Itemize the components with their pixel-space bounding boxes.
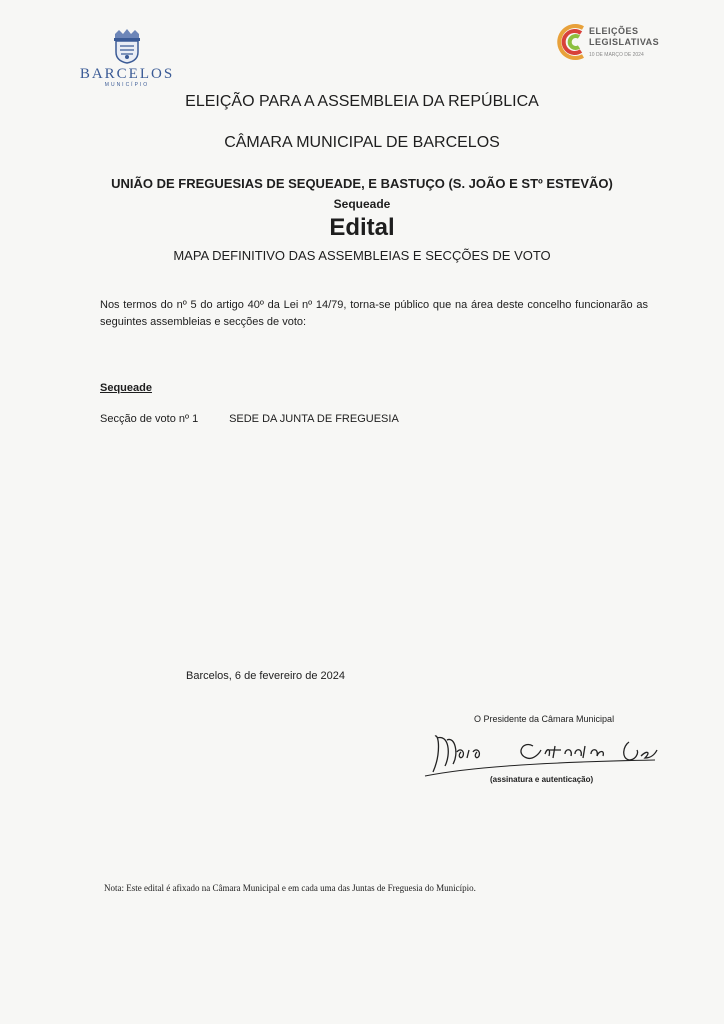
voting-section-location: SEDE DA JUNTA DE FREGUESIA: [229, 413, 399, 425]
section-heading: Sequeade: [100, 382, 152, 394]
voting-section-label: Secção de voto nº 1: [100, 413, 199, 425]
barcelos-logo-subtitle: MUNICÍPIO: [104, 82, 150, 88]
barcelos-logo: [72, 28, 182, 92]
edital-title: Edital: [329, 214, 395, 241]
president-label: O Presidente da Câmara Municipal: [474, 714, 615, 724]
election-logo-line1: ELEIÇÕES: [589, 26, 639, 36]
barcelos-crest-icon: [107, 28, 147, 64]
election-title: ELEIÇÃO PARA A ASSEMBLEIA DA REPÚBLICA: [185, 93, 539, 110]
election-logo-line2: LEGISLATIVAS: [589, 37, 660, 47]
parish-union-title: UNIÃO DE FREGUESIAS DE SEQUEADE, E BASTUÇO (S. JOÃO E STº ESTEVÃO): [111, 176, 613, 191]
parish-title: Sequeade: [333, 197, 391, 211]
election-logo-line3: 10 DE MARÇO DE 2024: [589, 52, 644, 58]
document-subtitle: MAPA DEFINITIVO DAS ASSEMBLEIAS E SECÇÕES DE VOTO: [173, 248, 551, 263]
intro-paragraph: Nos termos do nº 5 do artigo 40º da Lei nº 14/79, torna-se público que na área deste concelho funcionarão as seguintes assembleias e secções de voto:: [100, 299, 648, 328]
barcelos-logo-name: BARCELOS: [79, 66, 175, 82]
election-arc-icon: [555, 22, 589, 62]
footnote: Nota: Este edital é afixado na Câmara Municipal e em cada uma das Juntas de Freguesia do Município.: [104, 883, 476, 893]
council-title: CÂMARA MUNICIPAL DE BARCELOS: [224, 134, 500, 151]
authentication-label: (assinatura e autenticação): [490, 775, 594, 784]
voting-section-row: [100, 413, 399, 425]
election-logo: [555, 22, 665, 72]
date-line: Barcelos, 6 de fevereiro de 2024: [186, 670, 345, 682]
